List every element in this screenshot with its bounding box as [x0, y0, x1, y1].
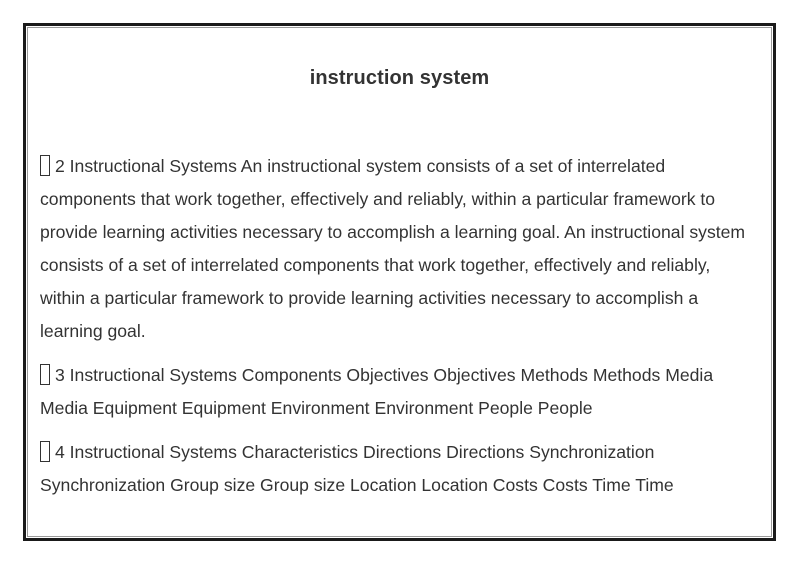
paragraph-components [40, 359, 757, 425]
bullet-box-icon [40, 441, 50, 462]
paragraph-text: 2 Instructional Systems An instructional system consists of a set of interrelated components that work together, effectively and reliably, within a particular framework to provide learning activities necessary to accomplish a learning goal. An instructional system consists of a set of interrelated components that work together, effectively and reliably, within a particular framework to provide learning activities necessary to accomplish a learning goal. [40, 156, 746, 341]
document-body [40, 150, 757, 513]
document-title: instruction system [309, 67, 490, 89]
bullet-box-icon [40, 364, 50, 385]
paragraph-text: 4 Instructional Systems Characteristics Directions Directions Synchronization Synchronization Group size Group size Location Location Costs Costs Time Time [40, 442, 674, 495]
paragraph-instructional-systems [40, 150, 757, 348]
paragraph-characteristics [40, 436, 757, 502]
paragraph-text: 3 Instructional Systems Components Objectives Objectives Methods Methods Media Media Equipment Equipment Environment Environment People People [40, 365, 714, 418]
document-frame [23, 23, 776, 541]
bullet-box-icon [40, 155, 50, 176]
